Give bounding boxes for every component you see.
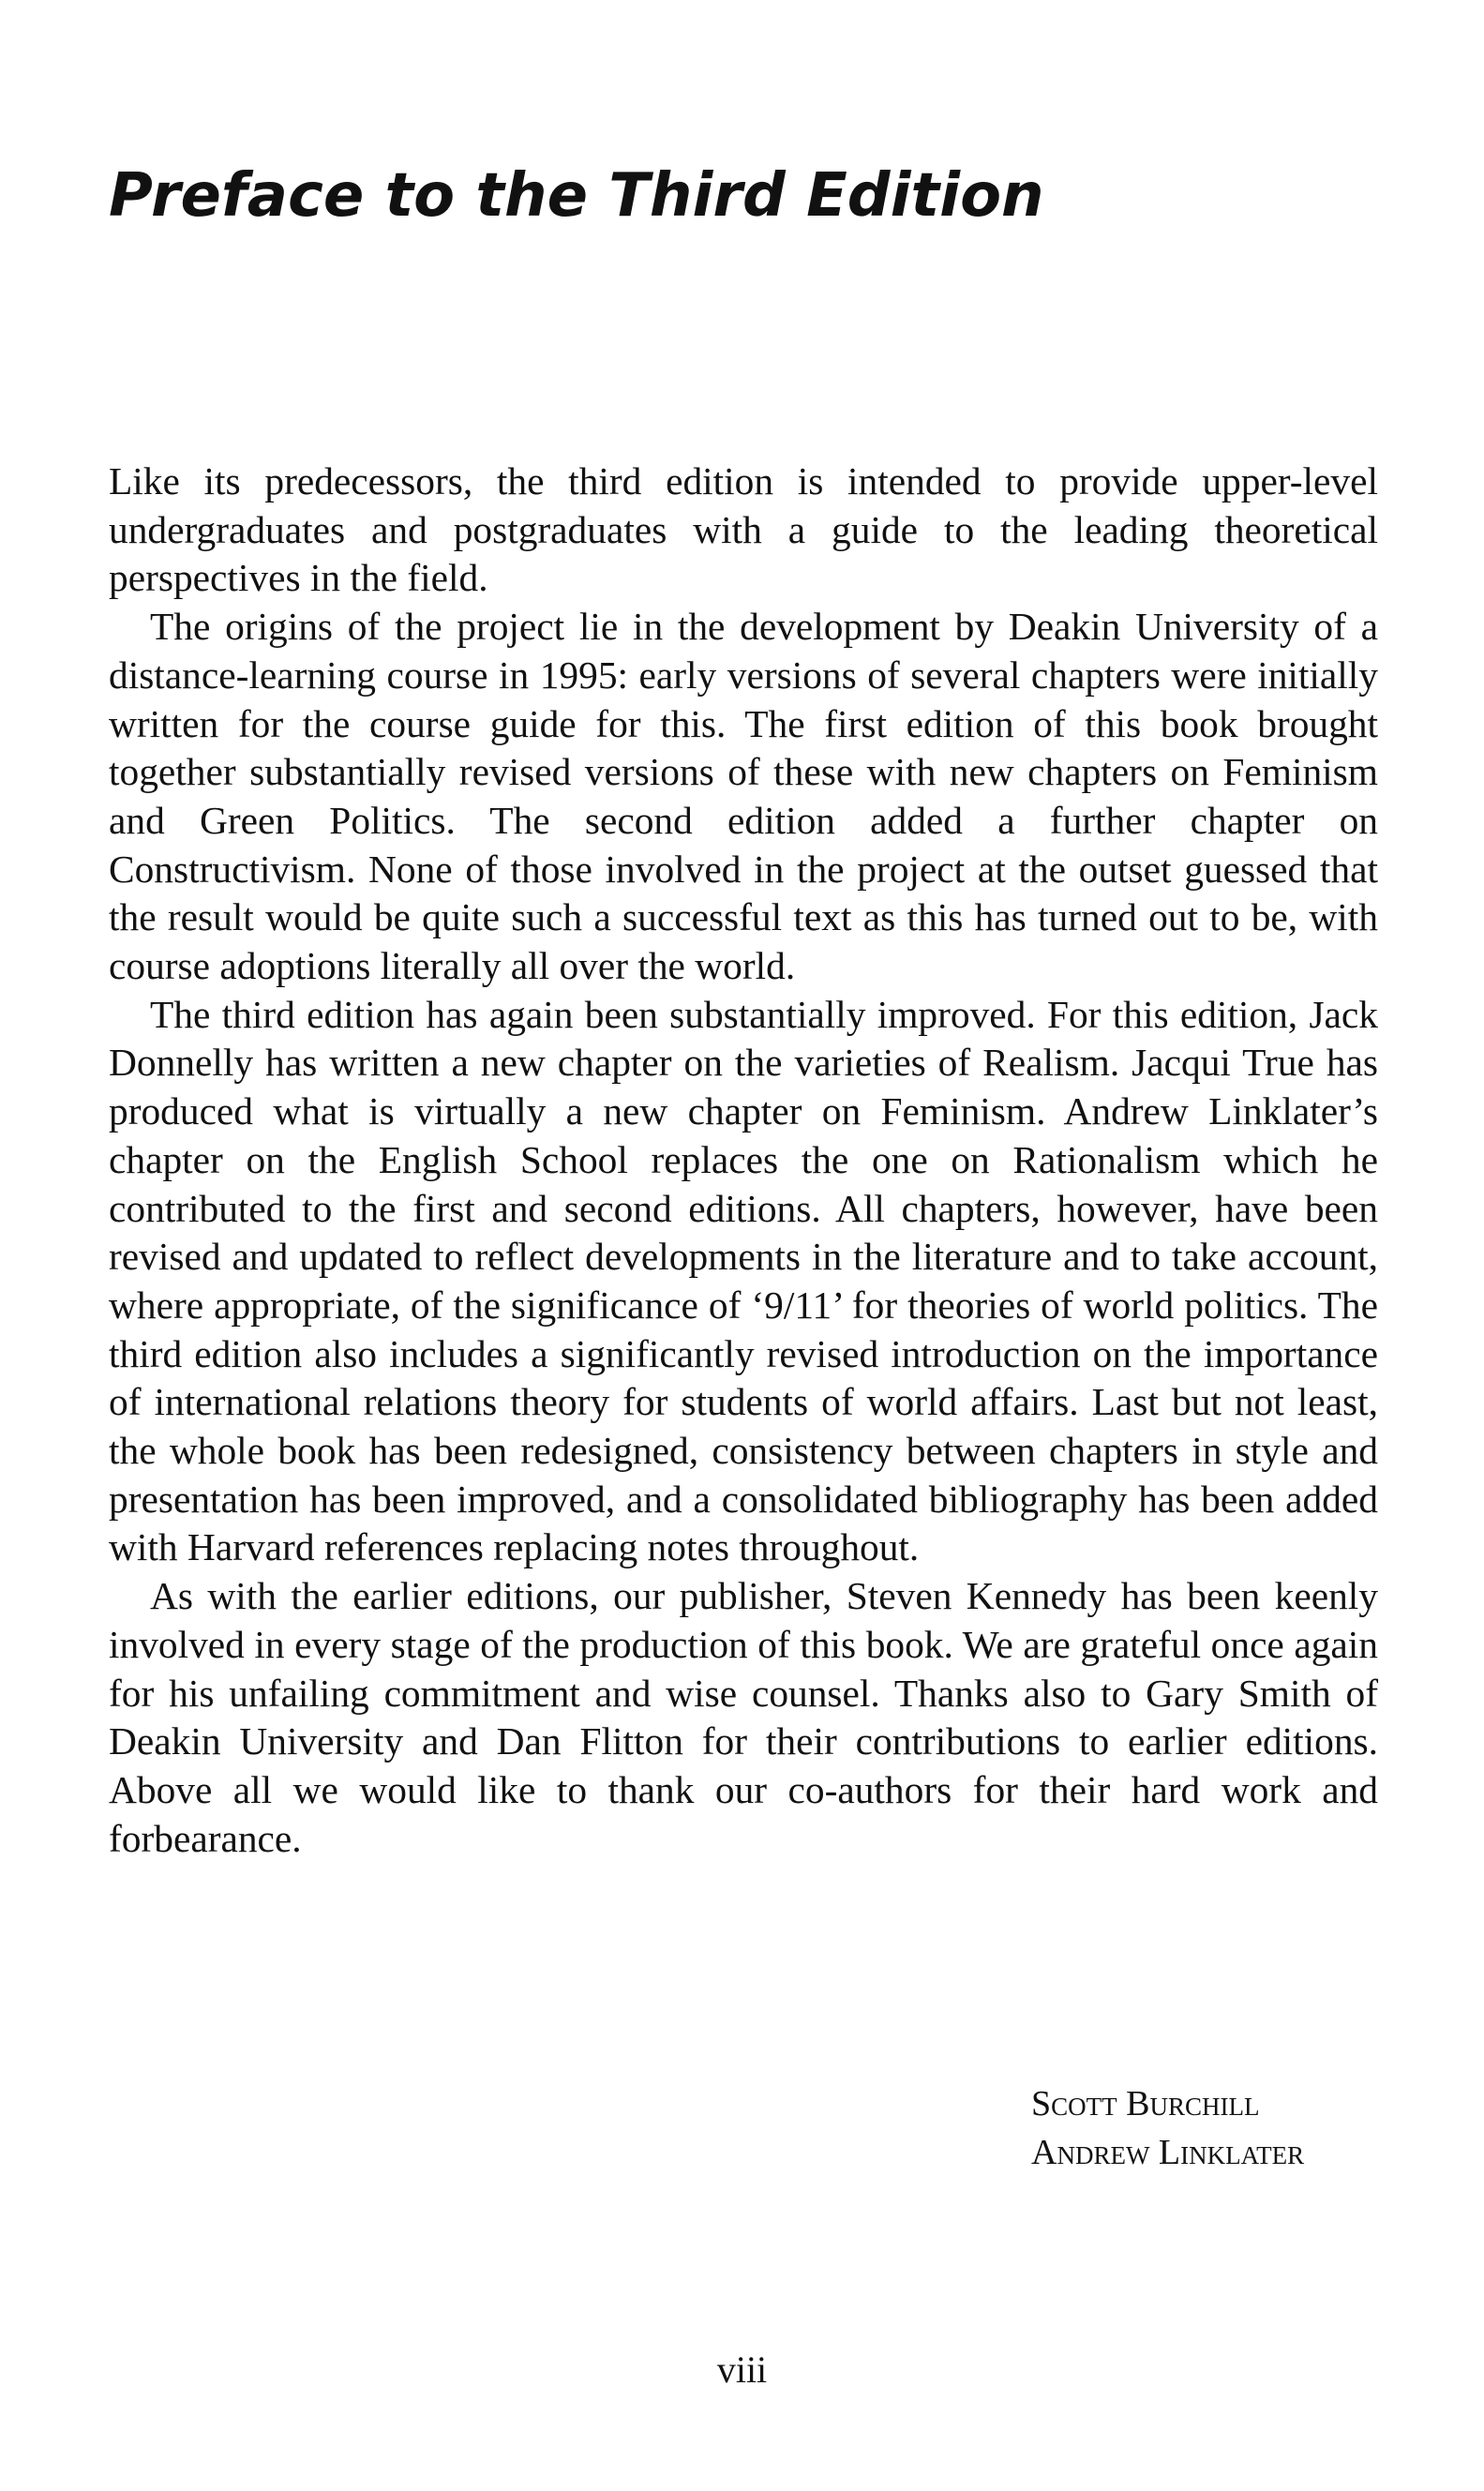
page-number: viii: [716, 2348, 768, 2391]
paragraph-third-edition: The third edition has again been substantially improved. For this edition, Jack Donnelly has written a new chapter on the varieties of Realism. Jacqui True has produced what is virtually a new chapter on Feminism. Andrew Linklater’s chapter on the English School replaces the one on Rationalism which he contributed to the first and second editions. All chapters, however, have been revised and updated to reflect developments in the literature and to take account, where appropriate, of the significance of ‘9/11’ for theories of world politics. The third edition also includes a significantly revised introduction on the importance of international relations theory for students of world affairs. Last but not least, the whole book has been redesigned, consistency between chapters in style and presentation has been improved, and a consolidated bibliography has been added with Harvard references replacing notes throughout.: [109, 992, 1378, 1569]
signature-block: [1031, 2079, 1304, 2177]
page-title: Preface to the Third Edition: [109, 161, 1044, 231]
paragraph-intro: Like its predecessors, the third edition is intended to provide upper-level undergraduates and postgraduates with a guide to the leading theoretical perspectives in the field.: [109, 459, 1378, 600]
paragraph-acknowledgements: As with the earlier editions, our publisher, Steven Kennedy has been keenly involved in every stage of the production of this book. We are grateful once again for his unfailing commitment and wise counsel. Thanks also to Gary Smith of Deakin University and Dan Flitton for their contributions to earlier editions. Above all we would like to thank our co-authors for their hard work and forbearance.: [109, 1574, 1378, 1860]
signature-scott-burchill: Scott Burchill: [1031, 2084, 1260, 2123]
signature-andrew-linklater: Andrew Linklater: [1031, 2133, 1305, 2172]
preface-body: [109, 458, 1378, 1863]
paragraph-origins: The origins of the project lie in the development by Deakin University of a distance-learning course in 1995: early versions of several chapters were initially written for the course guide for this. The first edition of this book brought together substantially revised versions of these with new chapters on Feminism and Green Politics. The second edition added a further chapter on Constructivism. None of those involved in the project at the outset guessed that the result would be quite such a successful text as this has turned out to be, with course adoptions literally all over the world.: [109, 605, 1378, 988]
